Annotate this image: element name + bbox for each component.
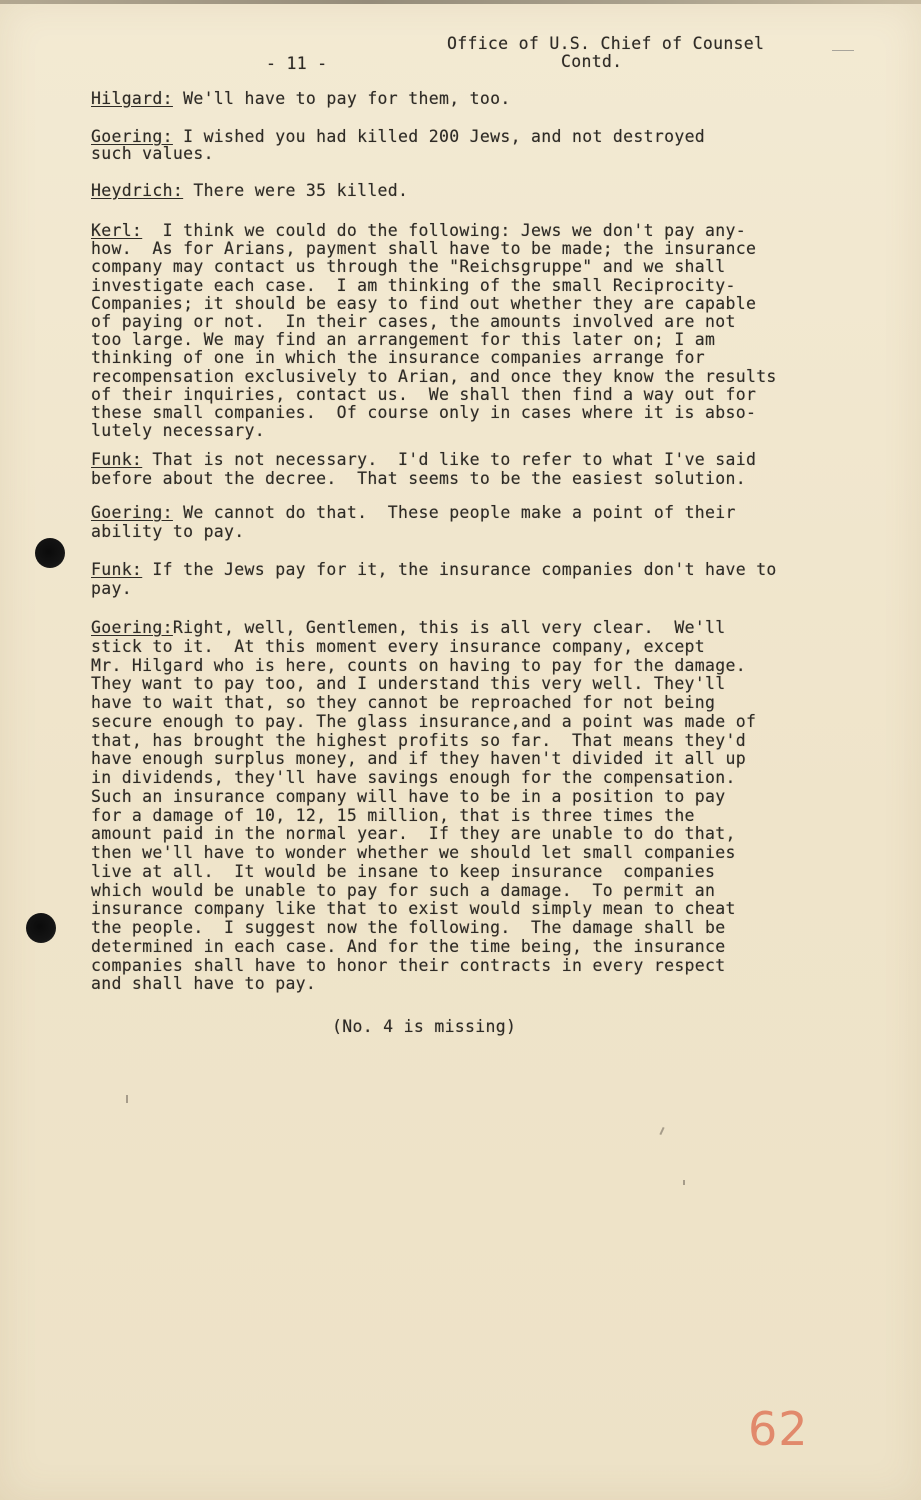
paragraph-line: secure enough to pay. The glass insurance,and a point was made of — [91, 711, 757, 731]
paragraph-line: too large. We may find an arrangement for this later on; I am — [91, 330, 716, 350]
paragraph-line: determined in each case. And for the time being, the insurance — [91, 936, 726, 956]
paragraph-line: recompensation exclusively to Arian, and once they know the results — [91, 366, 777, 386]
paragraph-line: of paying or not. In their cases, the amounts involved are not — [91, 312, 736, 332]
folio-number: 62 — [748, 1402, 809, 1456]
speaker-name: Funk: — [91, 450, 143, 469]
speaker-name: Kerl: — [91, 221, 143, 240]
speaker-name: Goering: — [91, 618, 173, 637]
page-number: - 11 - — [266, 54, 328, 73]
paragraph-line: which would be unable to pay for such a damage. To permit an — [91, 880, 716, 900]
paragraph-line: then we'll have to wonder whether we should let small companies — [91, 843, 736, 862]
paragraph-funk-1 — [91, 451, 871, 489]
paragraph-line: amount paid in the normal year. If they are unable to do that, — [91, 824, 736, 844]
paragraph-line: I think we could do the following: Jews we don't pay any- — [142, 221, 746, 240]
paragraph-line: pay. — [91, 578, 132, 598]
paper-speck — [683, 1180, 685, 1185]
paragraph-line: stick to it. At this moment every insurance company, except — [91, 636, 706, 656]
paragraph-funk-2 — [91, 561, 871, 599]
speaker-name: Hilgard: — [91, 89, 173, 108]
header-dash — [832, 50, 854, 51]
paragraph-line: thinking of one in which the insurance companies arrange for — [91, 348, 706, 368]
paragraph-hilgard — [91, 90, 871, 109]
paragraph-goering-2 — [91, 504, 871, 542]
paragraph-line: have enough surplus money, and if they haven't divided it all up — [91, 749, 746, 769]
paragraph-line: If the Jews pay for it, the insurance companies don't have to — [142, 560, 777, 579]
paragraph-line: for a damage of 10, 12, 15 million, that is three times the — [91, 805, 695, 825]
paragraph-line: before about the decree. That seems to be the easiest solution. — [91, 468, 746, 488]
paper-speck — [126, 1095, 128, 1103]
paragraph-heydrich — [91, 182, 871, 201]
paragraph-line: ability to pay. — [91, 521, 245, 541]
paragraph-line: that, has brought the highest profits so far. That means they'd — [91, 730, 746, 750]
paragraph-line: such values. — [91, 144, 214, 163]
paragraph-line: these small companies. Of course only in cases where it is abso- — [91, 403, 757, 423]
punch-hole — [35, 538, 65, 568]
paragraph-line: company may contact us through the "Reichsgruppe" and we shall — [91, 257, 726, 277]
paragraph-kerl — [91, 222, 871, 440]
missing-page-note: (No. 4 is missing) — [332, 1017, 517, 1036]
paragraph-line: investigate each case. I am thinking of the small Reciprocity- — [91, 275, 736, 295]
contd-label: Contd. — [561, 52, 623, 71]
paragraph-line: the people. I suggest now the following. The damage shall be — [91, 918, 726, 937]
paragraph-line: There were 35 killed. — [183, 181, 409, 200]
paragraph-line: Companies; it should be easy to find out whether they are capable — [91, 293, 757, 313]
paragraph-line: Mr. Hilgard who is here, counts on having to pay for the damage. — [91, 655, 746, 675]
speaker-name: Funk: — [91, 560, 143, 579]
paragraph-line: in dividends, they'll have savings enough for the compensation. — [91, 768, 736, 787]
paragraph-line: lutely necessary. — [91, 421, 265, 441]
punch-hole — [26, 913, 56, 943]
paragraph-line: Right, well, Gentlemen, this is all very clear. We'll — [172, 618, 726, 637]
paragraph-line: Such an insurance company will have to be in a position to pay — [91, 786, 726, 806]
paragraph-line: They want to pay too, and I understand this very well. They'll — [91, 674, 726, 694]
paragraph-line: I wished you had killed 200 Jews, and not destroyed — [172, 127, 706, 146]
paragraph-goering-3 — [91, 619, 871, 994]
speaker-name: Goering: — [91, 503, 173, 522]
paragraph-line: insurance company like that to exist would simply mean to cheat — [91, 899, 736, 919]
paragraph-line: That is not necessary. I'd like to refer to what I've said — [142, 450, 757, 469]
paragraph-line: have to wait that, so they cannot be reproached for not being — [91, 693, 716, 712]
paragraph-line: We cannot do that. These people make a point of their — [172, 503, 736, 522]
page-top-edge — [0, 0, 921, 4]
speaker-name: Heydrich: — [91, 181, 184, 200]
paragraph-line: how. As for Arians, payment shall have to be made; the insurance — [91, 239, 757, 259]
paragraph-line: of their inquiries, contact us. We shall then find a way out for — [91, 384, 757, 404]
paragraph-goering-1 — [91, 128, 871, 162]
paragraph-line: We'll have to pay for them, too. — [172, 89, 511, 108]
paragraph-line: live at all. It would be insane to keep insurance companies — [91, 861, 716, 881]
speaker-name: Goering: — [91, 127, 173, 146]
paragraph-line: companies shall have to honor their contracts in every respect — [91, 955, 726, 975]
office-header: Office of U.S. Chief of Counsel — [447, 34, 765, 53]
paragraph-line: and shall have to pay. — [91, 974, 317, 994]
paper-speck — [659, 1127, 664, 1135]
